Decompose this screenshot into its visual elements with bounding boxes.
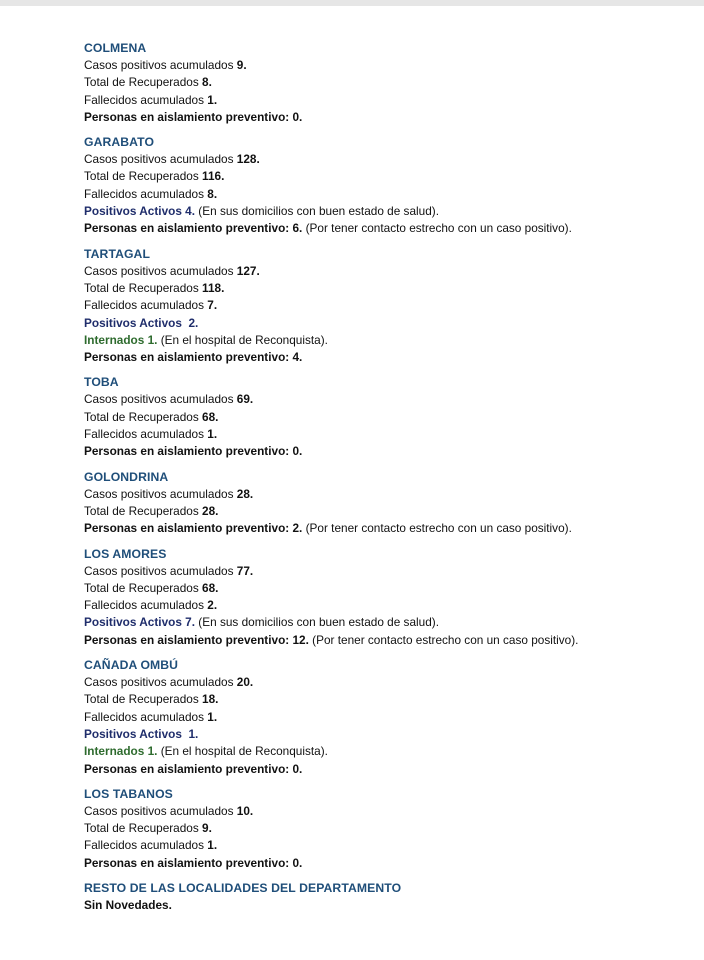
locality-heading: RESTO DE LAS LOCALIDADES DEL DEPARTAMENTO xyxy=(84,880,402,895)
section-colmena xyxy=(84,40,684,126)
casos-line: Casos positivos acumulados 69. xyxy=(84,392,254,407)
fallecidos-line: Fallecidos acumulados 2. xyxy=(84,598,218,613)
aislamiento-line: Personas en aislamiento preventivo: 4. xyxy=(84,350,303,365)
casos-line: Casos positivos acumulados 28. xyxy=(84,486,254,501)
recuperados-line: Total de Recuperados 116. xyxy=(84,169,225,184)
aislamiento-line: Personas en aislamiento preventivo: 0. xyxy=(84,109,303,124)
section-resto xyxy=(84,880,684,914)
casos-line: Casos positivos acumulados 128. xyxy=(84,152,260,167)
recuperados-line: Total de Recuperados 8. xyxy=(84,75,212,90)
internados-line: Internados 1. (En el hospital de Reconquista). xyxy=(84,332,328,347)
aislamiento-line: Personas en aislamiento preventivo: 12. (Por tener contacto estrecho con un caso positivo). xyxy=(84,632,579,647)
locality-heading: CAÑADA OMBÚ xyxy=(84,658,179,673)
recuperados-line: Total de Recuperados 68. xyxy=(84,580,219,595)
activos-line: Positivos Activos 1. xyxy=(84,726,199,741)
recuperados-line: Total de Recuperados 28. xyxy=(84,503,219,518)
section-tartagal xyxy=(84,246,684,367)
aislamiento-line: Personas en aislamiento preventivo: 0. xyxy=(84,761,303,776)
locality-heading: GOLONDRINA xyxy=(84,469,169,484)
report-body xyxy=(84,40,684,922)
aislamiento-line: Personas en aislamiento preventivo: 6. (Por tener contacto estrecho con un caso positivo). xyxy=(84,221,572,236)
activos-line: Positivos Activos 7. (En sus domicilios con buen estado de salud). xyxy=(84,615,439,630)
section-garabato xyxy=(84,134,684,237)
sin-novedades-line: Sin Novedades. xyxy=(84,897,172,912)
recuperados-line: Total de Recuperados 118. xyxy=(84,280,225,295)
locality-heading: LOS AMORES xyxy=(84,546,167,561)
locality-heading: GARABATO xyxy=(84,135,155,150)
aislamiento-line: Personas en aislamiento preventivo: 0. xyxy=(84,444,303,459)
aislamiento-line: Personas en aislamiento preventivo: 2. (Por tener contacto estrecho con un caso positivo). xyxy=(84,521,572,536)
section-toba xyxy=(84,374,684,460)
section-canada-ombu xyxy=(84,657,684,778)
locality-heading: COLMENA xyxy=(84,41,147,55)
fallecidos-line: Fallecidos acumulados 7. xyxy=(84,298,218,313)
casos-line: Casos positivos acumulados 77. xyxy=(84,563,254,578)
fallecidos-line: Fallecidos acumulados 1. xyxy=(84,92,218,107)
casos-line: Casos positivos acumulados 20. xyxy=(84,675,254,690)
activos-line: Positivos Activos 2. xyxy=(84,315,199,330)
activos-line: Positivos Activos 4. (En sus domicilios con buen estado de salud). xyxy=(84,204,439,219)
fallecidos-line: Fallecidos acumulados 1. xyxy=(84,427,218,442)
top-strip xyxy=(0,0,704,6)
fallecidos-line: Fallecidos acumulados 1. xyxy=(84,838,218,853)
internados-line: Internados 1. (En el hospital de Reconquista). xyxy=(84,744,328,759)
recuperados-line: Total de Recuperados 18. xyxy=(84,692,219,707)
casos-line: Casos positivos acumulados 127. xyxy=(84,263,260,278)
fallecidos-line: Fallecidos acumulados 1. xyxy=(84,709,218,724)
locality-heading: TOBA xyxy=(84,375,119,390)
locality-heading: TARTAGAL xyxy=(84,246,151,261)
section-los-tabanos xyxy=(84,786,684,872)
recuperados-line: Total de Recuperados 9. xyxy=(84,821,212,836)
casos-line: Casos positivos acumulados 9. xyxy=(84,58,247,72)
aislamiento-line: Personas en aislamiento preventivo: 0. xyxy=(84,855,303,870)
fallecidos-line: Fallecidos acumulados 8. xyxy=(84,186,218,201)
locality-heading: LOS TABANOS xyxy=(84,786,173,801)
casos-line: Casos positivos acumulados 10. xyxy=(84,803,254,818)
section-golondrina xyxy=(84,469,684,538)
recuperados-line: Total de Recuperados 68. xyxy=(84,409,219,424)
section-los-amores xyxy=(84,546,684,649)
